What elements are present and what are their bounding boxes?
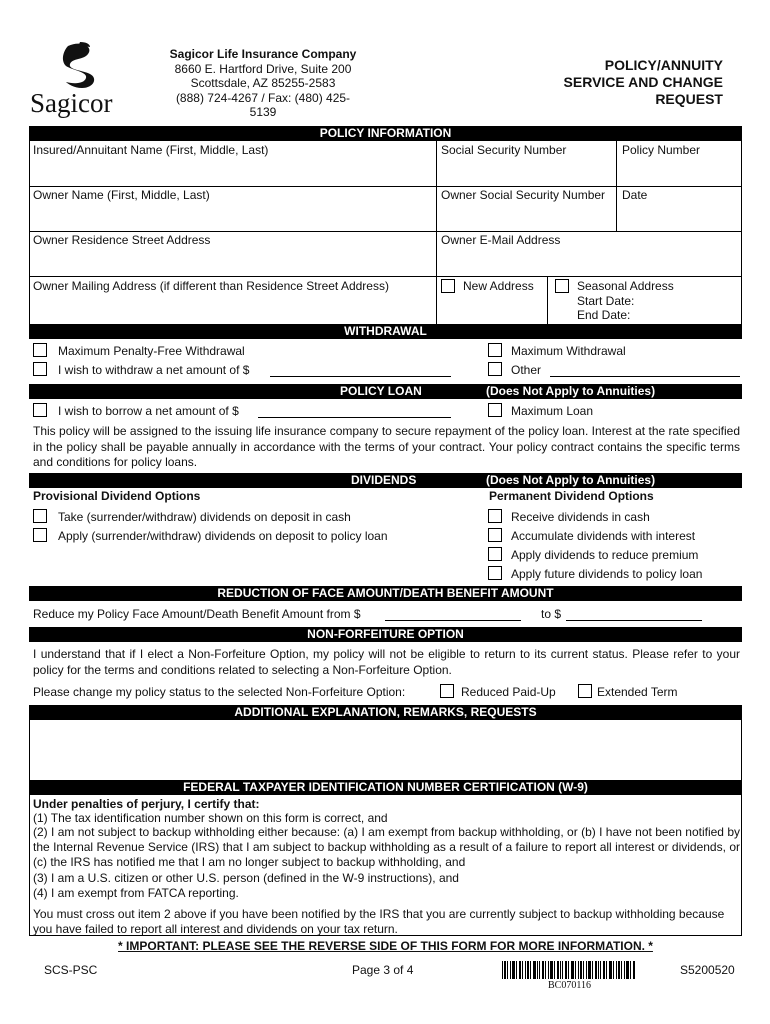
policy-loan-text: This policy will be assigned to the issuing life insurance company to secure repayment of the policy loan. Interest at the rate specified in the policy shall be payable annually in accordance with the terms of your contract. Your policy contract contains the specific terms and conditions for policy loans. xyxy=(33,424,740,469)
dividends-header xyxy=(29,473,742,488)
nonforfeiture-change-label: Please change my policy status to the selected Non-Forfeiture Option: xyxy=(33,685,406,699)
reduction-to-input[interactable] xyxy=(566,620,702,621)
reduction-header: REDUCTION OF FACE AMOUNT/DEATH BENEFIT AMOUNT xyxy=(29,586,742,601)
reduced-paid-up-checkbox[interactable] xyxy=(440,684,454,698)
barcode-icon xyxy=(502,961,636,979)
grid-line xyxy=(741,141,742,328)
w9-crossout: You must cross out item 2 above if you have been notified by the IRS that you are currently subject to backup withholding because you have failed to report all interest and dividends on your tax return. xyxy=(33,907,725,936)
borrow-input[interactable] xyxy=(258,417,451,418)
policy-loan-header xyxy=(29,384,742,399)
w9-item3: (3) I am a U.S. citizen or other U.S. person (defined in the W-9 instructions), and xyxy=(33,871,459,885)
grid-line xyxy=(29,186,742,187)
provisional-title: Provisional Dividend Options xyxy=(33,489,201,503)
nonforfeiture-header: NON-FORFEITURE OPTION xyxy=(29,627,742,642)
form-title-line3: REQUEST xyxy=(655,91,723,107)
dividends-note: (Does Not Apply to Annuities) xyxy=(486,473,656,487)
w9-intro: Under penalties of perjury, I certify that: xyxy=(33,797,260,811)
reduced-paid-up-label: Reduced Paid-Up xyxy=(461,685,556,699)
email-field[interactable]: Owner E-Mail Address xyxy=(441,233,561,247)
perm-loan-checkbox[interactable] xyxy=(488,566,502,580)
w9-header: FEDERAL TAXPAYER IDENTIFICATION NUMBER CERTIFICATION (W-9) xyxy=(29,780,742,795)
perm-premium-checkbox[interactable] xyxy=(488,547,502,561)
important-note: * IMPORTANT: PLEASE SEE THE REVERSE SIDE OF THIS FORM FOR MORE INFORMATION. * xyxy=(118,939,653,953)
owner-name-field[interactable]: Owner Name (First, Middle, Last) xyxy=(33,188,210,202)
form-title-line2: SERVICE AND CHANGE xyxy=(563,74,723,90)
ssn-field[interactable]: Social Security Number xyxy=(441,143,567,157)
perm-interest-label: Accumulate dividends with interest xyxy=(511,529,696,543)
prov-loan-checkbox[interactable] xyxy=(33,528,47,542)
max-withdrawal-checkbox[interactable] xyxy=(488,343,502,357)
owner-ssn-field[interactable]: Owner Social Security Number xyxy=(441,188,606,202)
sagicor-logo-icon xyxy=(28,40,128,92)
dividends-title: DIVIDENDS xyxy=(351,473,417,487)
grid-line xyxy=(29,231,742,232)
reduction-from-label: Reduce my Policy Face Amount/Death Benefit Amount from $ xyxy=(33,607,361,621)
other-label: Other xyxy=(511,363,542,377)
form-title xyxy=(520,57,723,108)
barcode-text: BC070116 xyxy=(548,980,591,991)
max-withdrawal-label: Maximum Withdrawal xyxy=(511,344,626,358)
additional-header: ADDITIONAL EXPLANATION, REMARKS, REQUESTS xyxy=(29,705,742,720)
company-phone: (888) 724-4267 / Fax: (480) 425-5139 xyxy=(175,90,351,119)
policy-number-field[interactable]: Policy Number xyxy=(622,143,701,157)
extended-term-checkbox[interactable] xyxy=(578,684,592,698)
permanent-title: Permanent Dividend Options xyxy=(489,489,654,503)
residence-address-field[interactable]: Owner Residence Street Address xyxy=(33,233,211,247)
borrow-label: I wish to borrow a net amount of $ xyxy=(58,404,239,418)
other-input[interactable] xyxy=(550,376,740,377)
sagicor-logo xyxy=(28,40,128,120)
perm-loan-label: Apply future dividends to policy loan xyxy=(511,567,703,581)
date-field[interactable]: Date xyxy=(622,188,648,202)
company-name: Sagicor Life Insurance Company xyxy=(169,47,357,61)
reduction-from-input[interactable] xyxy=(385,620,521,621)
grid-line xyxy=(29,141,30,328)
grid-line xyxy=(547,276,548,324)
net-withdraw-input[interactable] xyxy=(270,376,451,377)
net-withdraw-label: I wish to withdraw a net amount of $ xyxy=(58,363,250,377)
prov-cash-label: Take (surrender/withdraw) dividends on deposit in cash xyxy=(58,510,351,524)
seasonal-address-label: Seasonal Address xyxy=(577,279,674,293)
form-code: SCS-PSC xyxy=(44,963,98,977)
net-withdraw-checkbox[interactable] xyxy=(33,362,47,376)
page-number: Page 3 of 4 xyxy=(352,963,414,977)
perm-cash-checkbox[interactable] xyxy=(488,509,502,523)
perm-cash-label: Receive dividends in cash xyxy=(511,510,650,524)
company-block xyxy=(163,47,363,120)
company-address2: Scottsdale, AZ 85255-2583 xyxy=(190,76,336,90)
reduction-to-label: to $ xyxy=(541,607,562,621)
w9-item4: (4) I am exempt from FATCA reporting. xyxy=(33,886,239,900)
barcode xyxy=(502,961,636,979)
max-penalty-free-label: Maximum Penalty-Free Withdrawal xyxy=(58,344,245,358)
prov-loan-label: Apply (surrender/withdraw) dividends on deposit to policy loan xyxy=(58,529,388,543)
new-address-label: New Address xyxy=(463,279,534,293)
withdrawal-header: WITHDRAWAL xyxy=(29,324,742,339)
other-checkbox[interactable] xyxy=(488,362,502,376)
w9-item1: (1) The tax identification number shown on this form is correct, and xyxy=(33,811,388,825)
start-date-field[interactable]: Start Date: xyxy=(577,294,635,308)
borrow-checkbox[interactable] xyxy=(33,403,47,417)
grid-line xyxy=(436,141,437,328)
logo-text: Sagicor xyxy=(30,88,113,118)
grid-line xyxy=(29,276,742,277)
policy-loan-title: POLICY LOAN xyxy=(340,384,422,398)
mailing-address-field[interactable]: Owner Mailing Address (if different than Residence Street Address) xyxy=(33,279,389,293)
form-number: S5200520 xyxy=(680,963,735,977)
policy-info-header: POLICY INFORMATION xyxy=(29,126,742,141)
policy-loan-note: (Does Not Apply to Annuities) xyxy=(486,384,656,398)
w9-item2: (2) I am not subject to backup withholding either because: (a) I am exempt from backup withholding, or (b) I have not been notified by the Internal Revenue Service (IRS) that I am subject to backup withholding as a result of a failure to report all interest or dividends, or (c) the IRS has notified me that I am no longer subject to backup withholding, and xyxy=(33,825,740,869)
company-address1: 8660 E. Hartford Drive, Suite 200 xyxy=(174,61,352,76)
perm-interest-checkbox[interactable] xyxy=(488,528,502,542)
new-address-checkbox[interactable] xyxy=(441,279,455,293)
max-loan-label: Maximum Loan xyxy=(511,404,594,418)
additional-remarks-box[interactable] xyxy=(29,720,742,780)
max-loan-checkbox[interactable] xyxy=(488,403,502,417)
seasonal-address-checkbox[interactable] xyxy=(555,279,569,293)
extended-term-label: Extended Term xyxy=(597,685,678,699)
insured-name-field[interactable]: Insured/Annuitant Name (First, Middle, Last) xyxy=(33,143,269,157)
perm-premium-label: Apply dividends to reduce premium xyxy=(511,548,699,562)
max-penalty-free-checkbox[interactable] xyxy=(33,343,47,357)
prov-cash-checkbox[interactable] xyxy=(33,509,47,523)
end-date-field[interactable]: End Date: xyxy=(577,308,631,322)
nonforfeiture-text: I understand that if I elect a Non-Forfeiture Option, my policy will not be eligible to return to its current status. Please refer to your policy for the terms and conditions related to selecting a Non-Forfeiture Option. xyxy=(33,647,740,677)
form-title-line1: POLICY/ANNUITY xyxy=(604,57,723,73)
